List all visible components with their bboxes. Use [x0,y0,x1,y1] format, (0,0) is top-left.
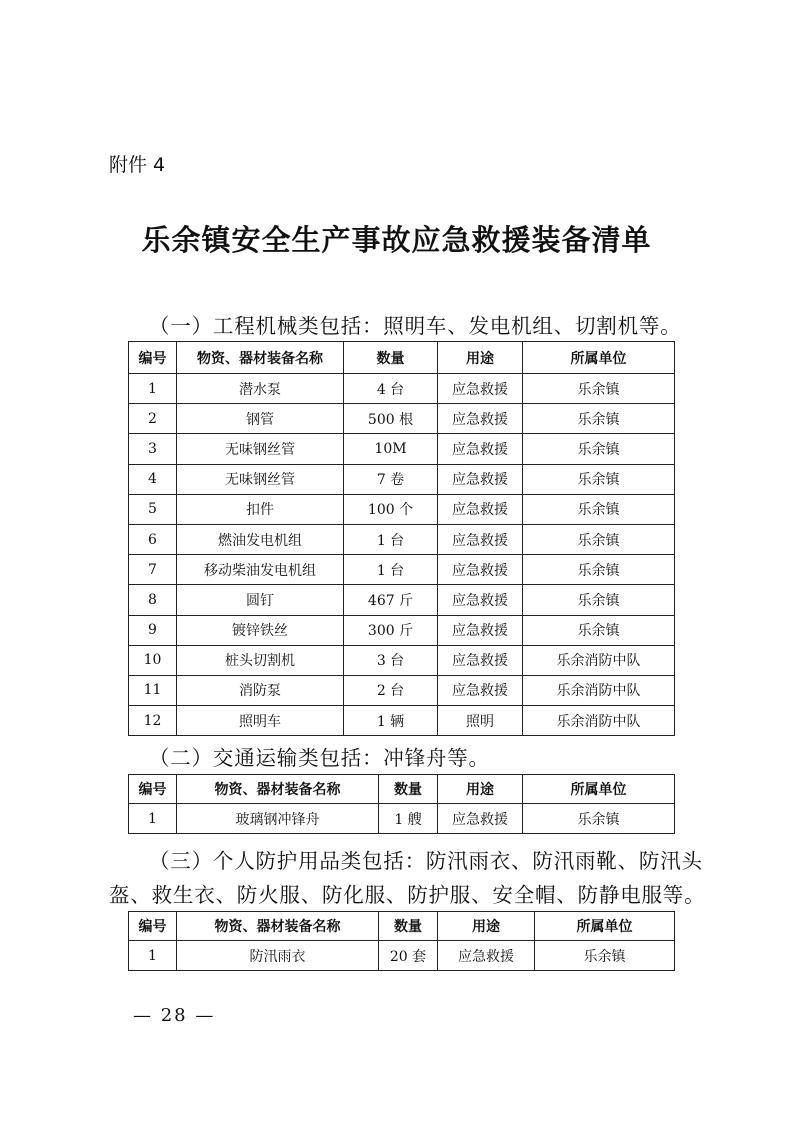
cell-quantity: 1 辆 [344,706,438,736]
col-header-unit: 所属单位 [535,912,675,941]
col-header-unit: 所属单位 [523,342,675,374]
table-row [129,675,675,705]
table-engineering-machinery [128,341,675,736]
cell-purpose: 应急救援 [438,464,523,494]
cell-quantity: 1 台 [344,555,438,585]
cell-purpose: 应急救援 [438,645,523,675]
cell-unit: 乐余镇 [523,524,675,554]
table-row [129,585,675,615]
cell-number: 9 [129,615,177,645]
page-number: — 28 — [133,1005,216,1026]
cell-purpose: 应急救援 [438,675,523,705]
table-row [129,404,675,434]
col-header-purpose: 用途 [438,775,523,804]
table-row [129,615,675,645]
col-header-number: 编号 [129,342,177,374]
cell-quantity: 100 个 [344,494,438,524]
page-title: 乐余镇安全生产事故应急救援装备清单 [141,223,652,257]
cell-unit: 乐余镇 [523,374,675,404]
cell-unit: 乐余消防中队 [523,706,675,736]
table-row [129,804,675,834]
section2-heading: （二）交通运输类包括：冲锋舟等。 [149,746,490,770]
cell-quantity: 1 台 [344,524,438,554]
table-body [129,804,675,834]
cell-purpose: 应急救援 [438,585,523,615]
col-header-number: 编号 [129,775,177,804]
section1-heading: （一）工程机械类包括：照明车、发电机组、切割机等。 [149,314,682,338]
table-row [129,464,675,494]
cell-name: 桩头切割机 [177,645,344,675]
cell-unit: 乐余镇 [523,585,675,615]
cell-purpose: 应急救援 [438,374,523,404]
cell-unit: 乐余镇 [535,941,675,971]
table-row [129,555,675,585]
cell-quantity: 467 斤 [344,585,438,615]
table-body [129,941,675,971]
cell-unit: 乐余镇 [523,804,675,834]
cell-name: 扣件 [177,494,344,524]
cell-number: 7 [129,555,177,585]
table-header-row [129,912,675,941]
table-header-row [129,342,675,374]
cell-quantity: 7 卷 [344,464,438,494]
col-header-quantity: 数量 [344,342,438,374]
table-row [129,645,675,675]
col-header-name: 物资、器材装备名称 [177,912,379,941]
col-header-name: 物资、器材装备名称 [177,775,379,804]
cell-purpose: 照明 [438,706,523,736]
cell-number: 10 [129,645,177,675]
cell-quantity: 10M [344,434,438,464]
cell-number: 12 [129,706,177,736]
cell-quantity: 300 斤 [344,615,438,645]
cell-name: 潜水泵 [177,374,344,404]
cell-unit: 乐余镇 [523,555,675,585]
table-row [129,706,675,736]
cell-name: 消防泵 [177,675,344,705]
cell-number: 11 [129,675,177,705]
table-row [129,524,675,554]
cell-number: 1 [129,804,177,834]
cell-number: 5 [129,494,177,524]
cell-quantity: 1 艘 [379,804,438,834]
cell-number: 8 [129,585,177,615]
cell-name: 照明车 [177,706,344,736]
attachment-label: 附件 4 [109,154,166,176]
cell-purpose: 应急救援 [438,404,523,434]
table-transport [128,774,675,834]
cell-number: 1 [129,374,177,404]
cell-quantity: 500 根 [344,404,438,434]
cell-purpose: 应急救援 [438,804,523,834]
cell-purpose: 应急救援 [438,524,523,554]
col-header-quantity: 数量 [379,775,438,804]
cell-number: 2 [129,404,177,434]
table-row [129,434,675,464]
cell-number: 6 [129,524,177,554]
cell-name: 无味钢丝管 [177,464,344,494]
cell-purpose: 应急救援 [438,494,523,524]
table-header-row [129,775,675,804]
cell-purpose: 应急救援 [438,941,535,971]
table-row [129,941,675,971]
table-row [129,374,675,404]
cell-name: 防汛雨衣 [177,941,379,971]
col-header-purpose: 用途 [438,912,535,941]
cell-name: 钢管 [177,404,344,434]
cell-name: 无味钢丝管 [177,434,344,464]
table-row [129,494,675,524]
table-body [129,374,675,736]
cell-purpose: 应急救援 [438,434,523,464]
cell-unit: 乐余镇 [523,434,675,464]
section3-heading-line1: （三）个人防护用品类包括：防汛雨衣、防汛雨靴、防汛头 [149,849,703,873]
cell-name: 移动柴油发电机组 [177,555,344,585]
cell-name: 镀锌铁丝 [177,615,344,645]
cell-purpose: 应急救援 [438,555,523,585]
cell-quantity: 2 台 [344,675,438,705]
cell-number: 4 [129,464,177,494]
section3-heading-line2: 盔、救生衣、防火服、防化服、防护服、安全帽、防静电服等。 [109,883,706,907]
cell-number: 1 [129,941,177,971]
cell-purpose: 应急救援 [438,615,523,645]
cell-name: 燃油发电机组 [177,524,344,554]
cell-number: 3 [129,434,177,464]
col-header-quantity: 数量 [379,912,438,941]
cell-quantity: 20 套 [379,941,438,971]
cell-unit: 乐余镇 [523,464,675,494]
cell-unit: 乐余消防中队 [523,645,675,675]
col-header-name: 物资、器材装备名称 [177,342,344,374]
cell-unit: 乐余镇 [523,615,675,645]
table-personal-protection [128,911,675,971]
col-header-unit: 所属单位 [523,775,675,804]
col-header-purpose: 用途 [438,342,523,374]
cell-unit: 乐余消防中队 [523,675,675,705]
cell-name: 玻璃钢冲锋舟 [177,804,379,834]
cell-quantity: 3 台 [344,645,438,675]
cell-quantity: 4 台 [344,374,438,404]
cell-unit: 乐余镇 [523,494,675,524]
cell-name: 圆钉 [177,585,344,615]
col-header-number: 编号 [129,912,177,941]
cell-unit: 乐余镇 [523,404,675,434]
